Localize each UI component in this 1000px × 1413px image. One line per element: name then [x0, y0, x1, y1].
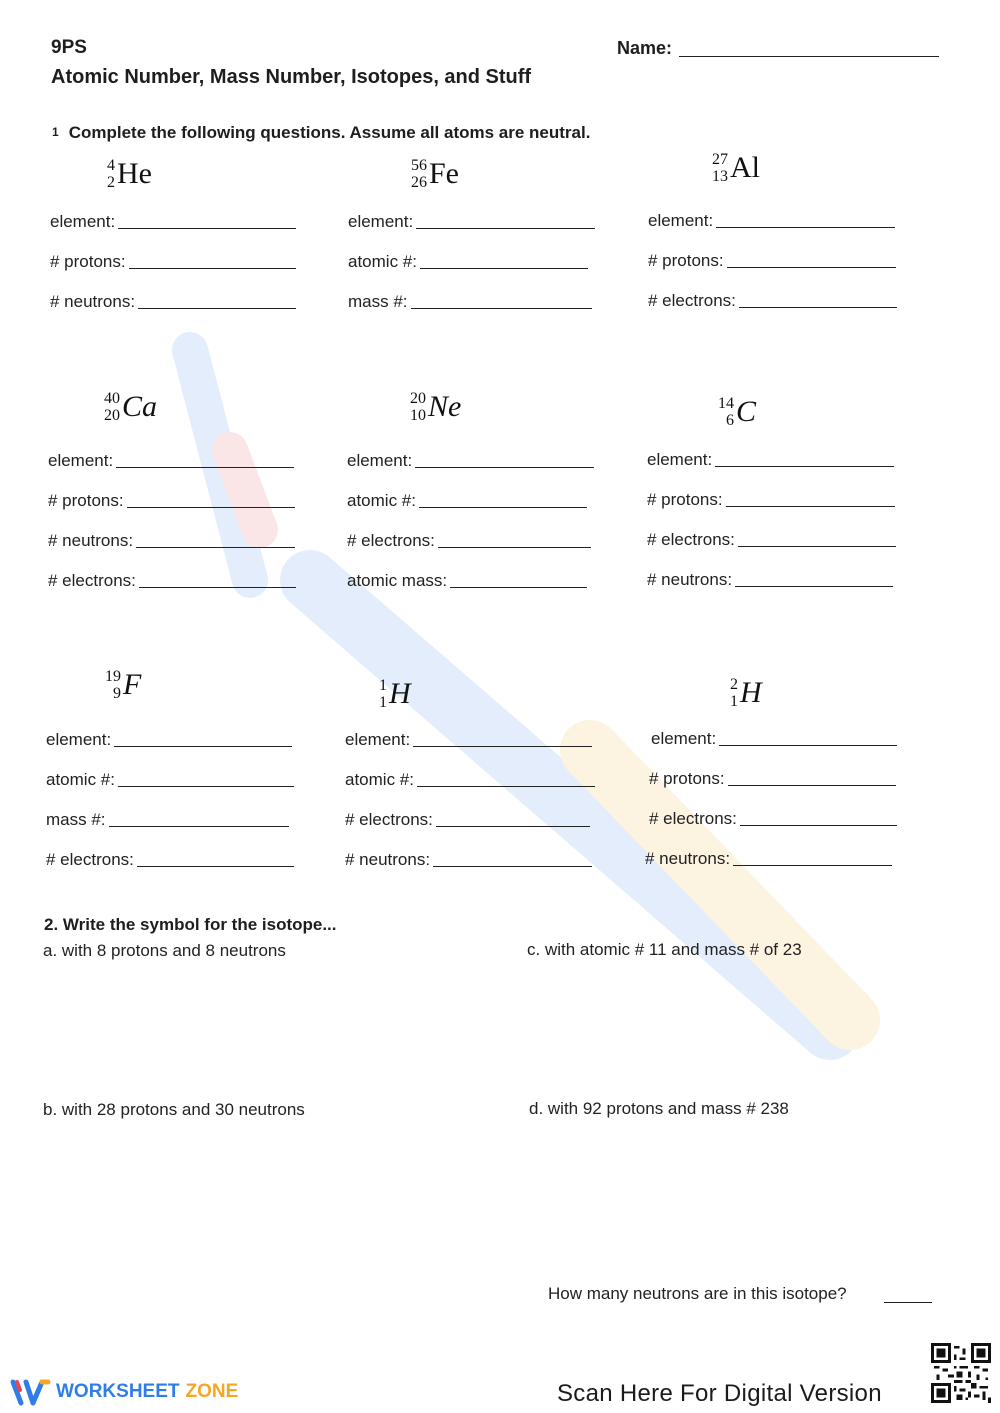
atomic-number: 13: [712, 168, 728, 185]
worksheet-title: Atomic Number, Mass Number, Isotopes, and Stuff: [51, 66, 532, 88]
element-symbol: H: [389, 677, 411, 710]
question-1-text: Complete the following questions. Assume all atoms are neutral.: [68, 123, 591, 142]
field-label: mass #:: [348, 292, 408, 311]
answer-field[interactable]: [651, 729, 897, 749]
mass-number: 2: [730, 676, 738, 693]
question-2c: c. with atomic # 11 and mass # of 23: [527, 940, 802, 959]
answer-blank[interactable]: [740, 825, 897, 826]
nuclide-ca-40: [104, 390, 157, 424]
atomic-number: 6: [726, 412, 734, 429]
field-label: # electrons:: [347, 531, 435, 550]
worksheet-zone-logo-icon: [10, 1377, 52, 1407]
answer-field[interactable]: [348, 292, 592, 312]
mass-number: 20: [410, 390, 426, 407]
answer-blank[interactable]: [735, 586, 893, 587]
answer-blank[interactable]: [433, 866, 592, 867]
course-code: 9PS: [51, 37, 87, 58]
answer-field[interactable]: [348, 252, 588, 272]
atomic-number: 26: [411, 174, 427, 191]
answer-field[interactable]: [347, 531, 591, 551]
answer-field[interactable]: [347, 491, 587, 511]
field-label: # protons:: [648, 251, 724, 270]
field-label: element:: [348, 212, 414, 231]
answer-blank[interactable]: [715, 466, 894, 467]
field-label: # neutrons:: [48, 531, 134, 550]
nuclide-f-19: [105, 668, 141, 702]
answer-field[interactable]: [649, 769, 896, 789]
field-label: element:: [48, 451, 114, 470]
element-symbol: Ca: [122, 390, 158, 423]
mass-number: 56: [411, 157, 427, 174]
mass-number: 14: [718, 395, 734, 412]
field-label: element:: [647, 450, 713, 469]
answer-field[interactable]: [647, 530, 896, 550]
field-label: element:: [651, 729, 717, 748]
element-symbol: C: [736, 395, 757, 428]
field-label: atomic #:: [345, 770, 414, 789]
name-label: Name:: [617, 38, 673, 58]
answer-blank[interactable]: [739, 307, 897, 308]
answer-blank[interactable]: [413, 746, 592, 747]
answer-field[interactable]: [345, 810, 590, 830]
mass-number: 1: [379, 677, 387, 694]
answer-blank[interactable]: [419, 507, 587, 508]
answer-field[interactable]: [647, 490, 895, 510]
name-blank[interactable]: [679, 56, 939, 57]
answer-field[interactable]: [345, 770, 595, 790]
field-label: # electrons:: [48, 571, 136, 590]
answer-field[interactable]: [46, 850, 294, 870]
brand-word-1: WORKSHEET: [56, 1381, 180, 1402]
answer-field[interactable]: [347, 571, 587, 591]
answer-field[interactable]: [46, 730, 292, 750]
neutron-question: How many neutrons are in this isotope?: [548, 1284, 847, 1303]
field-label: element:: [46, 730, 112, 749]
nuclide-h-2: [730, 676, 762, 710]
answer-blank[interactable]: [138, 308, 296, 309]
nuclide-h-1: [379, 677, 411, 711]
field-label: element:: [648, 211, 714, 230]
answer-blank[interactable]: [728, 785, 896, 786]
qr-code-icon[interactable]: [931, 1343, 991, 1403]
question-2b: b. with 28 protons and 30 neutrons: [43, 1100, 305, 1119]
answer-blank[interactable]: [109, 826, 289, 827]
mass-number: 27: [712, 151, 728, 168]
element-symbol: Ne: [428, 390, 462, 423]
field-label: # electrons:: [345, 810, 433, 829]
field-label: atomic mass:: [347, 571, 448, 590]
field-label: # neutrons:: [50, 292, 136, 311]
element-symbol: Fe: [429, 157, 459, 190]
answer-field[interactable]: [348, 212, 595, 232]
element-symbol: H: [740, 676, 762, 709]
answer-blank[interactable]: [136, 547, 295, 548]
field-label: element:: [345, 730, 411, 749]
answer-blank[interactable]: [116, 467, 294, 468]
field-label: # neutrons:: [345, 850, 431, 869]
field-label: # electrons:: [647, 530, 735, 549]
mass-number: 19: [105, 668, 121, 685]
answer-field[interactable]: [647, 570, 893, 590]
field-label: # electrons:: [46, 850, 134, 869]
answer-blank[interactable]: [411, 308, 592, 309]
answer-blank[interactable]: [118, 786, 294, 787]
question-2d: d. with 92 protons and mass # 238: [529, 1099, 789, 1118]
answer-field[interactable]: [48, 531, 295, 551]
field-label: # neutrons:: [645, 849, 731, 868]
field-label: atomic #:: [348, 252, 417, 271]
answer-field[interactable]: [46, 770, 294, 790]
neutron-answer-blank[interactable]: [884, 1302, 932, 1303]
answer-field[interactable]: [645, 849, 892, 869]
answer-field[interactable]: [48, 451, 294, 471]
answer-blank[interactable]: [436, 826, 590, 827]
answer-field[interactable]: [48, 571, 296, 591]
atomic-number: 9: [113, 685, 121, 702]
brand-word-2: ZONE: [185, 1381, 239, 1402]
worksheet-zone-logo[interactable]: [10, 1377, 238, 1407]
answer-blank[interactable]: [733, 865, 892, 866]
answer-blank[interactable]: [719, 745, 897, 746]
answer-field[interactable]: [50, 212, 296, 232]
atomic-number: 1: [730, 693, 738, 710]
field-label: # protons:: [647, 490, 723, 509]
answer-field[interactable]: [347, 451, 594, 471]
scan-instruction: Scan Here For Digital Version: [557, 1380, 882, 1407]
nuclide-al-27: [712, 151, 760, 185]
answer-field[interactable]: [345, 730, 592, 750]
answer-blank[interactable]: [420, 268, 588, 269]
answer-blank[interactable]: [118, 228, 296, 229]
question-2a: a. with 8 protons and 8 neutrons: [43, 941, 286, 960]
answer-field[interactable]: [648, 291, 897, 311]
answer-blank[interactable]: [137, 866, 294, 867]
nuclide-fe-56: [411, 157, 459, 191]
question-1-number: 1: [52, 125, 59, 139]
field-label: # electrons:: [648, 291, 736, 310]
nuclide-c-14: [718, 395, 756, 429]
field-label: # protons:: [649, 769, 725, 788]
answer-blank[interactable]: [139, 587, 296, 588]
answer-field[interactable]: [46, 810, 289, 830]
nuclide-he-4: [107, 157, 152, 191]
field-label: element:: [347, 451, 413, 470]
answer-field[interactable]: [647, 450, 894, 470]
answer-blank[interactable]: [415, 467, 594, 468]
answer-field[interactable]: [648, 251, 896, 271]
atomic-number: 10: [410, 407, 426, 424]
answer-field[interactable]: [50, 252, 296, 272]
atomic-number: 2: [107, 174, 115, 191]
answer-field[interactable]: [345, 850, 592, 870]
question-2-heading: 2. Write the symbol for the isotope...: [44, 915, 337, 934]
field-label: # neutrons:: [647, 570, 733, 589]
field-label: mass #:: [46, 810, 106, 829]
answer-field[interactable]: [50, 292, 296, 312]
answer-blank[interactable]: [726, 506, 895, 507]
element-symbol: He: [117, 157, 152, 190]
field-label: atomic #:: [46, 770, 115, 789]
question-1-instruction: [52, 123, 590, 143]
answer-blank[interactable]: [417, 786, 595, 787]
answer-field[interactable]: [648, 211, 895, 231]
nuclide-ne-20: [410, 390, 461, 424]
answer-field[interactable]: [649, 809, 897, 829]
atomic-number: 1: [379, 694, 387, 711]
mass-number: 4: [107, 157, 115, 174]
answer-field[interactable]: [48, 491, 295, 511]
answer-blank[interactable]: [716, 227, 895, 228]
field-label: # electrons:: [649, 809, 737, 828]
answer-blank[interactable]: [114, 746, 292, 747]
answer-blank[interactable]: [450, 587, 587, 588]
field-label: # protons:: [48, 491, 124, 510]
element-symbol: F: [123, 668, 142, 701]
field-label: atomic #:: [347, 491, 416, 510]
answer-blank[interactable]: [416, 228, 595, 229]
answer-blank[interactable]: [127, 507, 295, 508]
answer-blank[interactable]: [438, 547, 591, 548]
mass-number: 40: [104, 390, 120, 407]
answer-blank[interactable]: [738, 546, 896, 547]
answer-blank[interactable]: [129, 268, 296, 269]
field-label: # protons:: [50, 252, 126, 271]
answer-blank[interactable]: [727, 267, 896, 268]
field-label: element:: [50, 212, 116, 231]
element-symbol: Al: [730, 151, 760, 184]
atomic-number: 20: [104, 407, 120, 424]
